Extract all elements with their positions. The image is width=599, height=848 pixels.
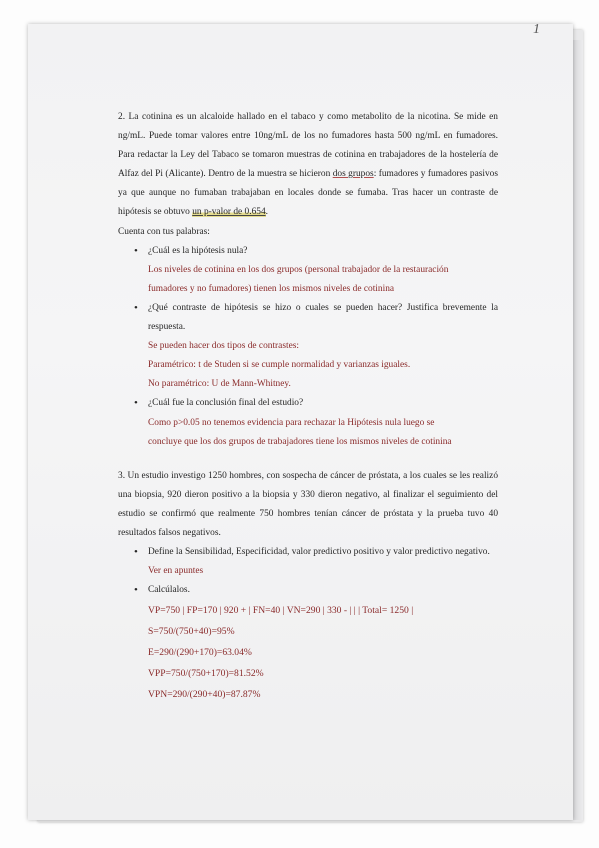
- answer-line: Como p>0.05 no tenemos evidencia para rechazar la Hipótesis nula luego se: [148, 417, 435, 428]
- calc-line: E=290/(290+170)=63.04%: [148, 647, 252, 659]
- question-text: • Calcúlalos.: [148, 585, 190, 596]
- list-item: [148, 299, 498, 394]
- question-3-statement: [118, 467, 498, 543]
- answer-line: Ver en apuntes: [148, 566, 204, 577]
- q3-line: cáncer de próstata y la prueba tuvo 40 resultados falsos negativos.: [118, 508, 499, 538]
- q3-line: se les realizó una biopsia, 920 dieron positivo a la biopsia y 330 dieron negativo, al: [118, 470, 499, 500]
- q2-line: : fumadores y fumadores pasivos ya que aunque no fumaban: [118, 169, 499, 199]
- answer-line: Los niveles de cotinina en los dos grupos (personal trabajador de la restauración: [148, 264, 449, 275]
- list-item: [148, 543, 498, 581]
- question-text: • ¿Qué contraste de hipótesis se hizo o cuales se pueden hacer? Justifica brevemente la respuesta.: [148, 302, 498, 333]
- q2-line: hicieron: [299, 169, 333, 180]
- calc-line: VP=750 | FP=170 | 920 + | FN=40 | VN=290 | 330 - | | | Total= 1250 |: [148, 605, 414, 617]
- page-corner-mark: 1: [533, 22, 540, 37]
- question-text: • ¿Cuál es la hipótesis nula?: [148, 245, 248, 256]
- highlight-dos-grupos: dos grupos: [332, 169, 374, 180]
- list-item: [148, 581, 498, 705]
- question-text: • ¿Cuál fue la conclusión final del estudio?: [148, 398, 304, 409]
- q2-line: en trabajadores de la hostelería de Alfaz del Pi (Alicante). Dentro de la muestra se: [118, 150, 499, 180]
- question-2-statement: [118, 108, 498, 223]
- q3-line: finalizar el seguimiento del estudio se confirmó que realmente 750 hombres tenían: [118, 489, 498, 519]
- q3-question-list: [118, 543, 498, 705]
- q3-line: 3. Un estudio investigo 1250 hombres, con sospecha de cáncer de próstata, a los cuales: [118, 470, 447, 481]
- answer-line: fumadores y no fumadores) tienen los mismos niveles de cotinina: [148, 283, 395, 294]
- answer-line: No paramétrico: U de Mann-Whitney.: [148, 379, 291, 390]
- q2-line: .: [265, 207, 268, 218]
- calc-line: S=750/(750+40)=95%: [148, 626, 235, 638]
- q2-prompt: Cuenta con tus palabras:: [118, 226, 210, 237]
- calc-line: VPP=750/(750+170)=81.52%: [148, 668, 264, 680]
- answer-line: concluye que los dos grupos de trabajadores tiene los mismos niveles de cotinina: [148, 436, 452, 447]
- q2-line: mide en ng/mL. Puede tomar valores entre 10ng/mL de los no fumadores hasta 500: [118, 112, 498, 142]
- calc-line: VPN=290/(290+40)=87.87%: [148, 689, 261, 701]
- highlight-p-valor: un p-valor de 0.654: [192, 207, 266, 218]
- q2-question-list: [118, 242, 498, 452]
- list-item: [148, 394, 498, 451]
- question-text: • Define la Sensibilidad, Especificidad, valor predictivo positivo y valor predictivo negativo.: [148, 547, 490, 558]
- q2-line: trabajaban en locales donde se fumaba. Tras hacer un contraste de hipótesis se obtuvo: [118, 188, 499, 218]
- page-edge: [573, 40, 583, 820]
- answer-line: Paramétrico: t de Studen si se cumple normalidad y varianzas iguales.: [148, 360, 411, 371]
- q2-line: ng/mL en fumadores. Para redactar la Ley del Tabaco se tomaron muestras de cotinina: [118, 131, 499, 161]
- list-item: [148, 242, 498, 299]
- document-content: [118, 108, 498, 705]
- answer-line: Se pueden hacer dos tipos de contrastes:: [148, 341, 299, 352]
- q2-line: 2. La cotinina es un alcaloide hallado en el tabaco y como metabolito de la nicotina. Se: [118, 112, 464, 122]
